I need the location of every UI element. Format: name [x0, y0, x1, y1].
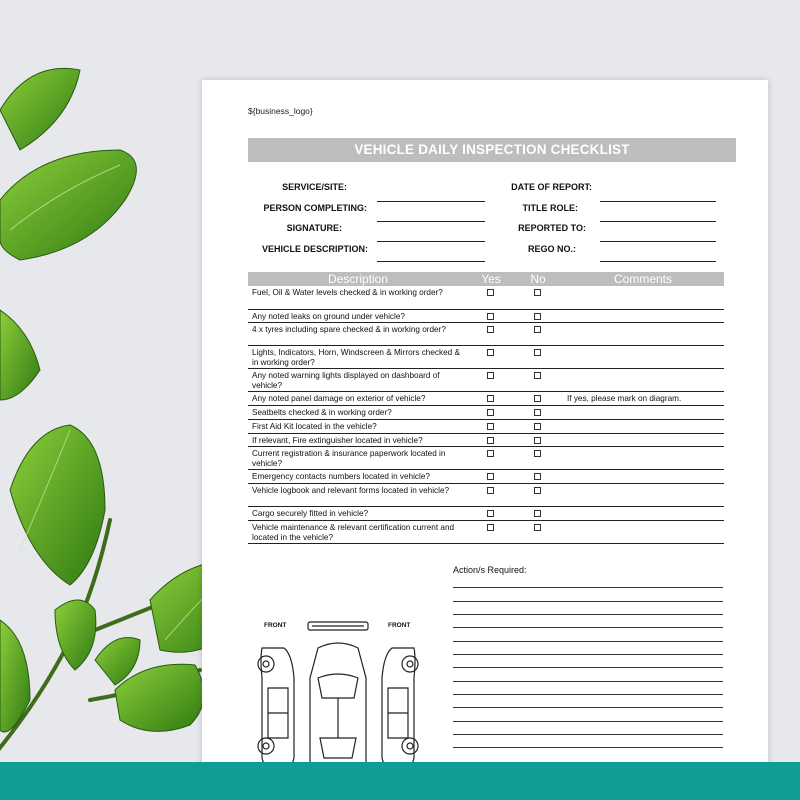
row-description: First Aid Kit located in the vehicle? [252, 422, 377, 431]
row-description: Any noted panel damage on exterior of vehicle? [252, 394, 426, 403]
table-row [248, 310, 724, 323]
row-description: Lights, Indicators, Horn, Windscreen & Mirrors checked & in working order? [252, 348, 460, 367]
action-line[interactable] [453, 627, 723, 628]
action-line[interactable] [453, 654, 723, 655]
no-checkbox[interactable] [534, 473, 541, 480]
yes-checkbox[interactable] [487, 372, 494, 379]
row-description: 4 x tyres including spare checked & in working order? [252, 325, 446, 334]
actions-required-label: Action/s Required: [453, 565, 527, 575]
yes-checkbox[interactable] [487, 524, 494, 531]
no-checkbox[interactable] [534, 289, 541, 296]
no-checkbox[interactable] [534, 437, 541, 444]
field-input-person-completing[interactable] [377, 210, 485, 222]
yes-checkbox[interactable] [487, 423, 494, 430]
field-label-date-of-report: DATE OF REPORT: [511, 182, 592, 192]
table-row [248, 286, 724, 310]
car-outline-icon [248, 618, 428, 780]
yes-checkbox[interactable] [487, 313, 494, 320]
row-description: Emergency contacts numbers located in vehicle? [252, 472, 430, 481]
no-checkbox[interactable] [534, 409, 541, 416]
row-description: Any noted leaks on ground under vehicle? [252, 312, 405, 321]
field-input-date-of-report[interactable] [600, 190, 716, 202]
checklist-document [202, 80, 768, 780]
action-line[interactable] [453, 721, 723, 722]
field-label-person-completing: PERSON COMPLETING: [263, 203, 367, 213]
header-comments: Comments [613, 272, 672, 286]
no-checkbox[interactable] [534, 510, 541, 517]
table-row [248, 420, 724, 434]
yes-checkbox[interactable] [487, 289, 494, 296]
no-checkbox[interactable] [534, 487, 541, 494]
no-checkbox[interactable] [534, 349, 541, 356]
no-checkbox[interactable] [534, 524, 541, 531]
row-description: Current registration & insurance paperwork located in vehicle? [252, 449, 446, 468]
action-line[interactable] [453, 707, 723, 708]
yes-checkbox[interactable] [487, 326, 494, 333]
row-comment: If yes, please mark on diagram. [567, 394, 682, 403]
field-label-signature: SIGNATURE: [286, 223, 342, 233]
no-checkbox[interactable] [534, 326, 541, 333]
action-line[interactable] [453, 641, 723, 642]
front-label-right: FRONT [388, 622, 411, 629]
no-checkbox[interactable] [534, 395, 541, 402]
row-description: Vehicle logbook and relevant forms located in vehicle? [252, 486, 450, 495]
field-input-title-role[interactable] [600, 210, 716, 222]
table-row [248, 521, 724, 544]
table-row [248, 346, 724, 369]
header-description: Description [327, 272, 389, 286]
action-line[interactable] [453, 694, 723, 695]
table-row [248, 406, 724, 420]
field-input-reported-to[interactable] [600, 230, 716, 242]
row-description: If relevant, Fire extinguisher located in vehicle? [252, 436, 423, 445]
row-description: Seatbelts checked & in working order? [252, 408, 392, 417]
field-label-rego-no: REGO NO.: [527, 244, 576, 254]
table-row [248, 447, 724, 470]
table-row [248, 392, 724, 406]
table-row [248, 470, 724, 484]
action-line[interactable] [453, 601, 723, 602]
row-description: Cargo securely fitted in vehicle? [252, 509, 369, 518]
action-line[interactable] [453, 734, 723, 735]
checklist-table-header [248, 272, 724, 286]
header-yes: Yes [481, 272, 501, 286]
yes-checkbox[interactable] [487, 395, 494, 402]
action-line[interactable] [453, 747, 723, 748]
no-checkbox[interactable] [534, 450, 541, 457]
yes-checkbox[interactable] [487, 409, 494, 416]
table-row [248, 434, 724, 447]
yes-checkbox[interactable] [487, 473, 494, 480]
action-line[interactable] [453, 614, 723, 615]
vehicle-damage-diagram[interactable] [248, 618, 428, 780]
action-line[interactable] [453, 681, 723, 682]
business-logo-placeholder: ${business_logo} [248, 106, 313, 116]
no-checkbox[interactable] [534, 372, 541, 379]
yes-checkbox[interactable] [487, 510, 494, 517]
field-label-service-site: SERVICE/SITE: [282, 182, 347, 192]
field-input-service-site[interactable] [377, 190, 485, 202]
field-label-reported-to: REPORTED TO: [518, 223, 586, 233]
yes-checkbox[interactable] [487, 450, 494, 457]
yes-checkbox[interactable] [487, 487, 494, 494]
header-no: No [530, 272, 546, 286]
footer-band [0, 762, 800, 800]
row-description: Any noted warning lights displayed on dashboard of vehicle? [252, 371, 440, 390]
yes-checkbox[interactable] [487, 349, 494, 356]
field-input-rego-no[interactable] [600, 250, 716, 262]
action-line[interactable] [453, 587, 723, 588]
row-description: Vehicle maintenance & relevant certification current and located in the vehicle? [252, 523, 455, 542]
no-checkbox[interactable] [534, 313, 541, 320]
table-row [248, 507, 724, 521]
field-input-vehicle-description[interactable] [377, 250, 485, 262]
document-title: VEHICLE DAILY INSPECTION CHECKLIST [248, 138, 736, 162]
table-row [248, 323, 724, 346]
no-checkbox[interactable] [534, 423, 541, 430]
row-description: Fuel, Oil & Water levels checked & in working order? [252, 288, 443, 297]
action-line[interactable] [453, 667, 723, 668]
field-input-signature[interactable] [377, 230, 485, 242]
yes-checkbox[interactable] [487, 437, 494, 444]
table-row [248, 484, 724, 507]
field-label-vehicle-description: VEHICLE DESCRIPTION: [261, 244, 368, 254]
table-row [248, 369, 724, 392]
field-label-title-role: TITLE ROLE: [522, 203, 578, 213]
front-label-left: FRONT [264, 622, 287, 629]
